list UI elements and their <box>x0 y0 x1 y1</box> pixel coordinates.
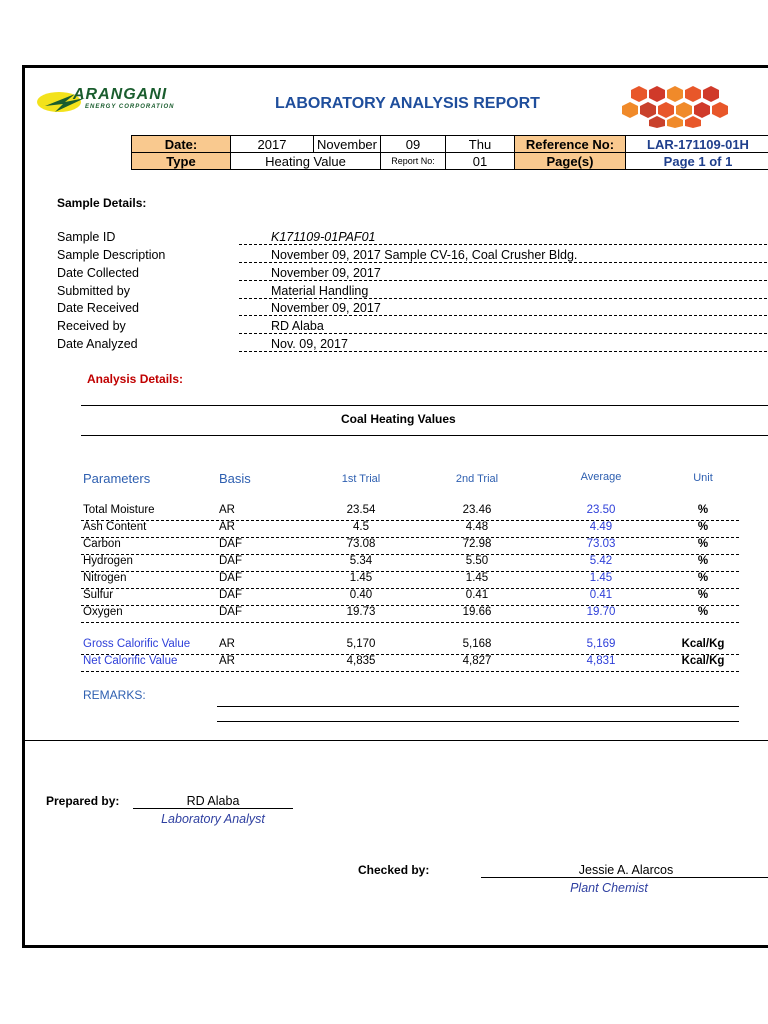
sample-value: November 09, 2017 Sample CV-16, Coal Crusher Bldg. <box>271 248 578 262</box>
param-name: Total Moisture <box>83 504 155 516</box>
sample-row <box>57 248 767 266</box>
param-trial1: 73.08 <box>346 538 376 550</box>
sample-key: Received by <box>57 319 126 333</box>
param-unit: % <box>697 555 709 567</box>
sample-value-field <box>239 266 767 281</box>
company-logo <box>35 82 235 122</box>
param-name: Gross Calorific Value <box>83 638 191 650</box>
param-basis: AR <box>219 655 235 667</box>
param-trial2: 5,168 <box>462 638 492 650</box>
logo-wordmark: ARANGANI <box>73 86 168 103</box>
table-row <box>81 503 739 521</box>
param-basis: DAF <box>219 555 242 567</box>
param-trial1: 0.40 <box>349 589 373 601</box>
param-basis: DAF <box>219 572 242 584</box>
param-name: Hydrogen <box>83 555 133 567</box>
sample-value-field <box>239 319 767 334</box>
param-trial2: 0.41 <box>465 589 489 601</box>
table-title: Coal Heating Values <box>341 412 456 426</box>
param-trial2: 72.98 <box>462 538 492 550</box>
sample-row <box>57 301 767 319</box>
date-weekday: Thu <box>446 136 515 153</box>
param-trial1: 1.45 <box>349 572 373 584</box>
sample-key: Date Analyzed <box>57 337 138 351</box>
param-average: 1.45 <box>589 572 613 584</box>
param-trial2: 5.50 <box>465 555 489 567</box>
sample-value: November 09, 2017 <box>271 266 381 280</box>
reference-label: Reference No: <box>515 136 626 153</box>
sample-value-field <box>239 301 767 316</box>
sample-key: Date Received <box>57 301 139 315</box>
param-unit: % <box>697 606 709 618</box>
param-name: Ash Content <box>83 521 147 533</box>
column-header-unit: Unit <box>693 472 713 484</box>
table-row <box>81 588 739 606</box>
report-no-label: Report No: <box>381 153 446 170</box>
param-unit: Kcal/Kg <box>681 655 725 667</box>
remarks-line <box>217 721 739 722</box>
checked-by-name: Jessie A. Alarcos <box>481 863 768 878</box>
sample-details-heading: Sample Details: <box>57 196 147 210</box>
sample-key: Sample Description <box>57 248 166 262</box>
param-unit: % <box>697 589 709 601</box>
param-average: 23.50 <box>586 504 616 516</box>
param-trial2: 4.48 <box>465 521 489 533</box>
date-label: Date: <box>132 136 231 153</box>
table-row <box>81 537 739 555</box>
reference-value: LAR-171109-01H <box>626 136 768 153</box>
report-sheet <box>22 65 768 948</box>
table-row <box>81 637 739 655</box>
column-header-trial2: 2nd Trial <box>455 473 499 485</box>
sample-value-field <box>239 284 767 299</box>
sample-key: Date Collected <box>57 266 139 280</box>
param-trial2: 23.46 <box>462 504 492 516</box>
param-basis: DAF <box>219 589 242 601</box>
divider <box>25 740 768 741</box>
param-average: 19.70 <box>586 606 616 618</box>
sample-key: Submitted by <box>57 284 130 298</box>
param-name: Oxygen <box>83 606 123 618</box>
prepared-by-title: Laboratory Analyst <box>161 812 265 826</box>
param-trial1: 4,835 <box>346 655 376 667</box>
sample-value-field <box>239 337 767 352</box>
pages-label: Page(s) <box>515 153 626 170</box>
column-header-trial1: 1st Trial <box>341 473 381 485</box>
divider <box>81 405 768 406</box>
param-basis: DAF <box>219 606 242 618</box>
param-average: 5,169 <box>586 638 616 650</box>
checked-by-label: Checked by: <box>358 863 430 877</box>
remarks-line <box>217 706 739 707</box>
param-name: Sulfur <box>83 589 114 601</box>
param-trial1: 5,170 <box>346 638 376 650</box>
param-basis: AR <box>219 521 235 533</box>
sample-value: K171109-01PAF01 <box>271 230 376 244</box>
pages-value: Page 1 of 1 <box>626 153 768 170</box>
sample-row <box>57 266 767 284</box>
param-unit: % <box>697 521 709 533</box>
table-row <box>81 571 739 589</box>
param-unit: % <box>697 572 709 584</box>
analysis-details-heading: Analysis Details: <box>87 372 184 386</box>
remarks-label: REMARKS: <box>83 688 146 702</box>
sample-value-field <box>239 248 767 263</box>
column-header-basis: Basis <box>219 471 251 486</box>
divider <box>81 435 768 436</box>
param-trial2: 19.66 <box>462 606 492 618</box>
sample-row <box>57 337 767 355</box>
report-title: LABORATORY ANALYSIS REPORT <box>275 95 540 112</box>
column-header-average: Average <box>580 471 622 483</box>
param-average: 73.03 <box>586 538 616 550</box>
table-row <box>81 605 739 623</box>
sample-row <box>57 230 767 248</box>
param-name: Net Calorific Value <box>83 655 178 667</box>
param-trial1: 5.34 <box>349 555 373 567</box>
hexagon-badges-icon <box>613 84 743 128</box>
sample-row <box>57 284 767 302</box>
param-average: 4,831 <box>586 655 616 667</box>
checked-by-title: Plant Chemist <box>570 881 648 895</box>
prepared-by-label: Prepared by: <box>46 794 120 808</box>
param-name: Nitrogen <box>83 572 127 584</box>
type-value: Heating Value <box>231 153 381 170</box>
type-label: Type <box>132 153 231 170</box>
param-basis: AR <box>219 638 235 650</box>
param-average: 0.41 <box>589 589 613 601</box>
date-year: 2017 <box>231 136 314 153</box>
column-header-parameters: Parameters <box>83 471 151 486</box>
param-unit: Kcal/Kg <box>681 638 725 650</box>
param-basis: AR <box>219 504 235 516</box>
param-trial1: 23.54 <box>346 504 376 516</box>
table-row <box>81 554 739 572</box>
sample-key: Sample ID <box>57 230 116 244</box>
sample-value: Nov. 09, 2017 <box>271 337 348 351</box>
param-trial2: 1.45 <box>465 572 489 584</box>
sample-row <box>57 319 767 337</box>
param-unit: % <box>697 538 709 550</box>
param-name: Carbon <box>83 538 121 550</box>
date-month: November <box>314 136 381 153</box>
sample-value: Material Handling <box>271 284 369 298</box>
param-basis: DAF <box>219 538 242 550</box>
date-day: 09 <box>381 136 446 153</box>
param-trial1: 19.73 <box>346 606 376 618</box>
prepared-by-name: RD Alaba <box>133 794 293 809</box>
table-row <box>81 520 739 538</box>
logo-subtitle: ENERGY CORPORATION <box>85 104 175 110</box>
table-row <box>81 654 739 672</box>
sample-value: November 09, 2017 <box>271 301 381 315</box>
param-average: 4.49 <box>589 521 613 533</box>
param-trial1: 4.5 <box>353 521 369 533</box>
param-average: 5.42 <box>589 555 613 567</box>
sample-value: RD Alaba <box>271 319 324 333</box>
param-unit: % <box>697 504 709 516</box>
param-trial2: 4,827 <box>462 655 492 667</box>
report-header-table <box>131 135 768 170</box>
sample-value-field <box>239 230 767 245</box>
report-no-value: 01 <box>446 153 515 170</box>
